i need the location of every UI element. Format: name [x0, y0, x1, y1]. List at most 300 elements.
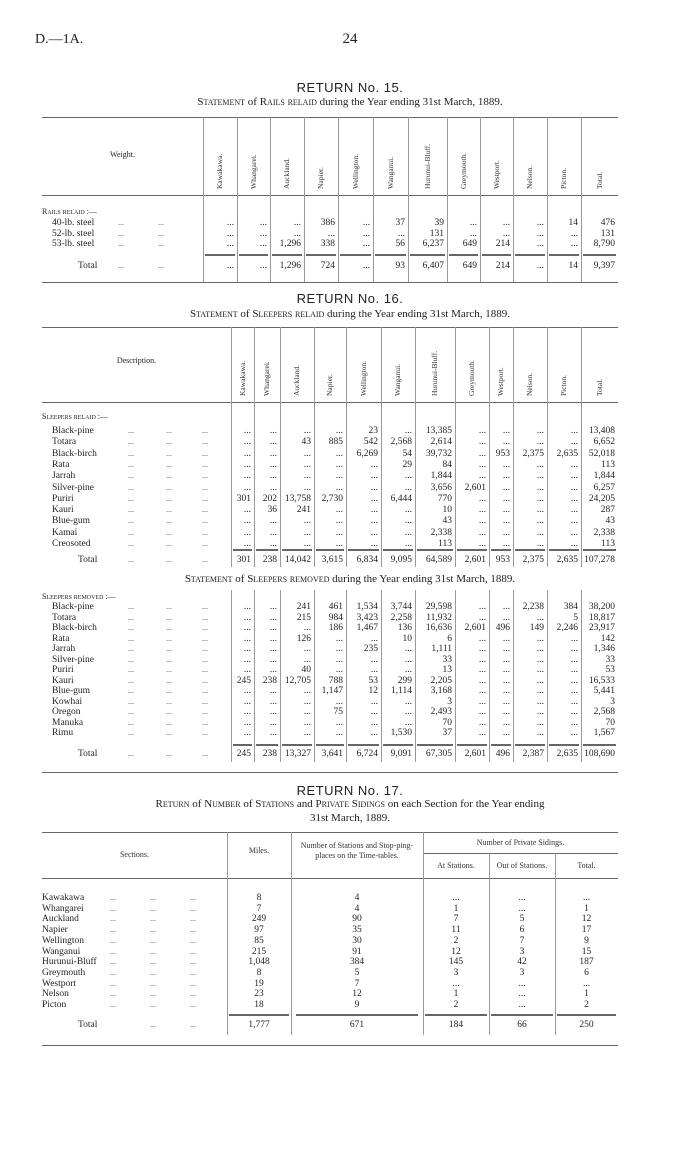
table-cell: 542	[363, 437, 378, 448]
table-cell: ...	[452, 978, 460, 989]
table-cell: 70	[605, 717, 615, 728]
table-cell: 2	[584, 1000, 589, 1010]
table-cell: ...	[478, 612, 486, 623]
leader-dots: ...	[150, 893, 156, 902]
leader-dots: ...	[110, 957, 116, 967]
private-sidings-header: Number of Private Sidings.	[476, 838, 565, 847]
total-cell: ...	[362, 261, 370, 271]
table-cell: 1	[453, 903, 459, 914]
table-cell: 52,018	[588, 448, 615, 459]
table-cell: ...	[570, 437, 578, 448]
row-label: Manuka	[52, 717, 84, 728]
table-cell: 241	[296, 505, 311, 516]
table-cell: ...	[518, 903, 526, 914]
table-cell: ...	[502, 493, 510, 504]
leader-dots: ...	[202, 448, 208, 458]
table-cell: ...	[502, 665, 510, 675]
table-cell: ...	[269, 516, 277, 527]
leader-dots: ...	[150, 925, 156, 935]
table-cell: 7	[453, 914, 459, 925]
column-divider	[203, 117, 204, 282]
table-cell: ...	[570, 728, 578, 738]
table-cell: 18,817	[588, 612, 615, 623]
table-cell: 12	[451, 946, 461, 957]
table-cell: 12,705	[284, 675, 311, 686]
table-cell: ...	[370, 717, 378, 728]
rule-line	[233, 549, 252, 551]
rule-line	[383, 549, 413, 551]
table-cell: ...	[570, 471, 578, 482]
rule-line	[42, 402, 618, 403]
rule-line	[423, 853, 618, 854]
table-cell: 241	[296, 602, 311, 612]
table-cell: 5,441	[593, 686, 615, 696]
leader-dots: ...	[202, 675, 208, 685]
table-cell: ...	[582, 978, 591, 989]
table-cell: ...	[570, 426, 578, 436]
table-cell: ...	[243, 728, 251, 738]
subtitle-part: and	[294, 798, 316, 810]
table-cell: 4	[354, 893, 360, 903]
table-cell: 3,656	[430, 482, 452, 493]
table-cell: ...	[536, 218, 544, 228]
table-cell: 238	[262, 675, 277, 686]
table-cell: ...	[243, 633, 251, 644]
table-cell: ...	[397, 229, 405, 239]
rule-line	[583, 254, 616, 256]
leader-dots: ...	[166, 623, 172, 632]
table-cell: ...	[335, 633, 343, 644]
leader-dots: ...	[166, 675, 172, 685]
table-cell: 6	[519, 925, 525, 936]
row-label: Black-pine	[52, 602, 94, 612]
column-header: Wellington.	[350, 153, 360, 189]
table-cell: 301	[236, 493, 251, 504]
table-cell: 2	[453, 935, 459, 946]
table-cell: ...	[570, 717, 578, 728]
table-cell: ...	[478, 644, 486, 654]
leader-dots: ...	[190, 967, 196, 977]
table-cell: ...	[269, 644, 277, 654]
rule-line	[417, 744, 453, 746]
table-cell: ...	[243, 644, 251, 654]
table-cell: 788	[328, 675, 343, 686]
table-cell: ...	[303, 482, 311, 493]
table-cell: 136	[397, 623, 412, 633]
total-cell: 9,397	[593, 261, 615, 271]
row-label: Kauri	[52, 505, 74, 516]
column-header: Whangarei.	[262, 361, 271, 396]
subtitle-part: of	[237, 308, 253, 320]
leader-dots: ...	[166, 654, 172, 664]
table-cell: ...	[243, 665, 251, 675]
rule-line	[256, 744, 278, 746]
leader-dots: ...	[128, 686, 134, 695]
section-label: Greymouth	[42, 967, 86, 978]
rule-line	[42, 117, 618, 118]
leader-dots: ...	[158, 218, 164, 227]
table-cell: 2,205	[430, 675, 452, 686]
table-cell: 885	[328, 437, 343, 448]
table-cell: 126	[296, 633, 311, 644]
table-cell: ...	[536, 482, 544, 493]
row-label: Puriri	[52, 493, 74, 504]
table-cell: ...	[536, 665, 544, 675]
leader-dots: ...	[190, 1020, 196, 1029]
table-cell: 2,614	[430, 437, 452, 448]
leader-dots: ...	[166, 749, 172, 758]
table-cell: 1,114	[390, 686, 412, 696]
table-cell: 6,237	[422, 239, 444, 249]
column-header: Napier.	[325, 374, 334, 396]
table-cell: ...	[536, 686, 544, 696]
total-cell: ...	[536, 261, 544, 271]
rule-line	[425, 1014, 487, 1016]
rule-line	[449, 254, 478, 256]
leader-dots: ...	[202, 707, 208, 716]
leader-dots: ...	[128, 644, 134, 653]
subtitle-part: Rails relaid	[259, 96, 317, 108]
total-cell: 13,327	[284, 749, 311, 759]
subtitle-part: of	[232, 573, 248, 585]
leader-dots: ...	[158, 261, 164, 270]
table-cell: ...	[269, 728, 277, 738]
table-cell: 24,205	[588, 493, 615, 504]
table-cell: ...	[243, 505, 251, 516]
rule-line	[457, 744, 487, 746]
table-cell: ...	[536, 505, 544, 516]
total-cell: 108,690	[584, 749, 615, 759]
table-cell: ...	[269, 437, 277, 448]
table-cell: 7	[354, 978, 360, 989]
leader-dots: ...	[128, 516, 134, 526]
leader-dots: ...	[166, 602, 172, 611]
table-cell: ...	[478, 448, 486, 459]
table-cell: ...	[243, 448, 251, 459]
table-cell: 43	[605, 516, 615, 527]
column-header: Nelson.	[525, 165, 534, 189]
leader-dots: ...	[110, 989, 116, 999]
rule-line	[491, 549, 511, 551]
leader-dots: ...	[150, 1000, 156, 1009]
row-label: Kauri	[52, 675, 74, 686]
rule-line	[282, 744, 312, 746]
leader-dots: ...	[128, 471, 134, 481]
table-cell: ...	[335, 644, 343, 654]
table-cell: 2,601	[464, 482, 486, 493]
leader-dots: ...	[190, 903, 196, 913]
table-cell: 14	[568, 218, 578, 228]
table-cell: ...	[478, 471, 486, 482]
rule-line	[42, 327, 618, 328]
subtitle	[0, 573, 700, 586]
row-label: Jarrah	[52, 471, 76, 482]
table-cell: 3	[519, 967, 525, 978]
table-cell: ...	[243, 459, 251, 470]
table-cell: ...	[259, 229, 267, 239]
table-cell: 1,346	[593, 644, 615, 654]
table-cell: ...	[570, 527, 578, 538]
total-cell: 214	[495, 261, 510, 271]
table-cell: 1,530	[390, 728, 412, 738]
table-cell: 56	[395, 239, 405, 249]
leader-dots: ...	[118, 218, 124, 227]
weight-header: Weight.	[110, 150, 135, 159]
leader-dots: ...	[118, 229, 124, 238]
column-divider	[547, 117, 548, 282]
leader-dots: ...	[128, 482, 134, 492]
table-cell: 1,534	[356, 602, 378, 612]
table-cell: 43	[442, 516, 452, 527]
table-cell: 38,200	[588, 602, 615, 612]
table-cell: ...	[570, 696, 578, 707]
table-cell: ...	[243, 707, 251, 717]
table-cell: ...	[502, 505, 510, 516]
row-label: Kamai	[52, 527, 78, 538]
table-cell: ...	[335, 717, 343, 728]
leader-dots: ...	[166, 437, 172, 447]
table-cell: ...	[362, 218, 370, 228]
table-cell: ...	[269, 665, 277, 675]
table-cell: ...	[370, 665, 378, 675]
table-cell: ...	[269, 633, 277, 644]
table-cell: ...	[335, 539, 343, 549]
column-header: Greymouth.	[467, 359, 476, 396]
rule-line	[229, 1014, 289, 1016]
table-cell: 6,269	[356, 448, 378, 459]
rule-line	[42, 772, 618, 773]
subtitle-part: of	[245, 96, 260, 108]
table-cell: ...	[536, 675, 544, 686]
subtitle-part: Statement	[184, 573, 233, 585]
leader-dots: ...	[128, 665, 134, 674]
table-cell: ...	[478, 633, 486, 644]
leader-dots: ...	[202, 555, 208, 564]
table-cell: 187	[579, 957, 594, 968]
table-cell: ...	[269, 717, 277, 728]
table-cell: 770	[437, 493, 452, 504]
table-cell: 19	[254, 978, 264, 989]
table-cell: 13,758	[284, 493, 311, 504]
leader-dots: ...	[166, 644, 172, 653]
table-cell: ...	[370, 728, 378, 738]
row-label: 40-lb. steel	[52, 218, 95, 228]
table-cell: ...	[478, 654, 486, 665]
table-cell: ...	[570, 459, 578, 470]
table-cell: 145	[448, 957, 464, 968]
table-cell: 4	[354, 903, 360, 914]
leader-dots: ...	[166, 471, 172, 481]
table-cell: ...	[502, 437, 510, 448]
table-cell: 12	[352, 989, 362, 1000]
table-cell: 2,258	[390, 612, 412, 623]
table-cell: 142	[600, 633, 615, 644]
table-cell: ...	[478, 505, 486, 516]
table-cell: 496	[495, 623, 510, 633]
table-cell: ...	[269, 539, 277, 549]
table-cell: 13,385	[425, 426, 452, 436]
leader-dots: ...	[166, 696, 172, 706]
total-cell: 724	[320, 261, 335, 271]
leader-dots: ...	[128, 696, 134, 706]
table-cell: 33	[442, 654, 452, 665]
table-cell: 7	[519, 935, 525, 946]
column-divider	[237, 117, 238, 282]
table-cell: ...	[259, 218, 267, 228]
leader-dots: ...	[202, 686, 208, 695]
row-label: Black-birch	[52, 448, 97, 459]
leader-dots: ...	[202, 539, 208, 548]
table-cell: ...	[478, 426, 486, 436]
total-cell: 6,724	[356, 749, 378, 759]
leader-dots: ...	[110, 967, 116, 977]
table-cell: ...	[269, 459, 277, 470]
table-cell: 97	[254, 925, 264, 936]
table-cell: 6	[584, 967, 589, 978]
column-header: Whangarei.	[248, 154, 258, 189]
table-cell: 984	[328, 612, 343, 623]
row-label: Totara	[52, 612, 77, 623]
leader-dots: ...	[166, 505, 172, 515]
table-cell: 5	[354, 967, 360, 978]
table-cell: 40	[301, 665, 311, 675]
total-label: Total	[78, 555, 98, 565]
group-label: Sleepers relaid :—	[42, 412, 109, 421]
leader-dots: ...	[202, 602, 208, 611]
rule-line	[340, 254, 371, 256]
table-cell: ...	[335, 696, 343, 707]
table-cell: 149	[529, 623, 544, 633]
table-cell: ...	[269, 696, 277, 707]
total-cell: 2,601	[464, 555, 486, 565]
column-header: Wanganui.	[393, 363, 402, 396]
table-cell: ...	[536, 426, 544, 436]
table-cell: 2	[453, 1000, 459, 1010]
table-cell: ...	[269, 654, 277, 665]
table-cell: ...	[404, 426, 412, 436]
table-cell: 1	[584, 903, 589, 914]
table-cell: ...	[269, 602, 277, 612]
column-divider	[338, 117, 339, 282]
leader-dots: ...	[128, 602, 134, 611]
leader-dots: ...	[202, 459, 208, 469]
leader-dots: ...	[202, 493, 208, 503]
table-cell: 2,635	[556, 448, 578, 459]
table-cell: ...	[303, 527, 311, 538]
total-label: Total	[78, 749, 98, 759]
table-cell: ...	[370, 654, 378, 665]
table-cell: ...	[469, 218, 477, 228]
table-cell: 2,493	[430, 707, 452, 717]
leader-dots: ...	[166, 612, 172, 622]
table-cell: 2,246	[556, 623, 578, 633]
table-cell: ...	[243, 471, 251, 482]
rule-line	[515, 744, 545, 746]
total-cell: 3,641	[321, 749, 343, 759]
table-cell: 8,790	[593, 239, 615, 249]
leader-dots: ...	[202, 623, 208, 632]
subtitle-part: Sleepers relaid	[252, 308, 325, 320]
rule-line	[583, 549, 616, 551]
table-cell: ...	[362, 229, 370, 239]
table-cell: ...	[404, 654, 412, 665]
table-cell: ...	[536, 527, 544, 538]
rule-line	[272, 254, 302, 256]
table-cell: ...	[243, 527, 251, 538]
subtitle-part: Statement	[189, 308, 238, 320]
table-cell: ...	[362, 239, 370, 249]
sidings-total-header: Total.	[577, 861, 596, 870]
table-cell: ...	[226, 218, 234, 228]
total-cell: 93	[395, 261, 405, 271]
rule-line	[256, 549, 278, 551]
rule-line	[557, 1014, 616, 1016]
table-cell: ...	[502, 459, 510, 470]
total-cell: 9,091	[390, 749, 412, 759]
table-cell: ...	[370, 505, 378, 516]
rule-line	[417, 549, 453, 551]
table-cell: ...	[335, 728, 343, 738]
sections-header: Sections.	[119, 850, 150, 859]
table-cell: 29	[402, 459, 412, 470]
table-cell: ...	[370, 707, 378, 717]
rule-line	[491, 1014, 553, 1016]
table-cell: ...	[327, 229, 335, 239]
table-cell: ...	[303, 644, 311, 654]
rule-line	[375, 254, 406, 256]
table-cell: ...	[303, 654, 311, 665]
table-cell: ...	[536, 717, 544, 728]
leader-dots: ...	[202, 612, 208, 622]
leader-dots: ...	[166, 686, 172, 695]
table-cell: 37	[395, 218, 405, 228]
table-cell: ...	[404, 665, 412, 675]
return-16-title: RETURN No. 16.	[296, 291, 404, 306]
leader-dots: ...	[118, 239, 124, 248]
table-cell: 235	[363, 644, 378, 654]
table-cell: 1,467	[356, 623, 378, 633]
total-cell: 2,375	[522, 555, 544, 565]
table-cell: ...	[243, 426, 251, 436]
column-divider	[270, 117, 271, 282]
rule-line	[583, 744, 616, 746]
table-cell: ...	[570, 644, 578, 654]
total-cell: 66	[517, 1020, 527, 1030]
leader-dots: ...	[110, 914, 116, 924]
table-cell: 39	[434, 218, 444, 228]
table-cell: ...	[570, 707, 578, 717]
rule-line	[383, 744, 413, 746]
leader-dots: ...	[150, 967, 156, 977]
table-cell: 1,844	[593, 471, 615, 482]
leader-dots: ...	[150, 935, 156, 945]
leader-dots: ...	[202, 654, 208, 664]
column-header: Picton.	[559, 374, 568, 396]
subtitle	[0, 798, 700, 811]
column-divider	[581, 117, 582, 282]
section-label: Nelson	[42, 989, 69, 1000]
table-cell: ...	[502, 229, 510, 239]
table-cell: ...	[303, 696, 311, 707]
column-header: Kawakawa.	[215, 153, 224, 189]
table-cell: ...	[335, 665, 343, 675]
table-cell: 12	[368, 686, 378, 696]
total-cell: 2,635	[556, 555, 578, 565]
table-cell: ...	[303, 707, 311, 717]
table-cell: 214	[495, 239, 510, 249]
table-cell: 5	[519, 914, 525, 925]
leader-dots: ...	[128, 728, 134, 737]
